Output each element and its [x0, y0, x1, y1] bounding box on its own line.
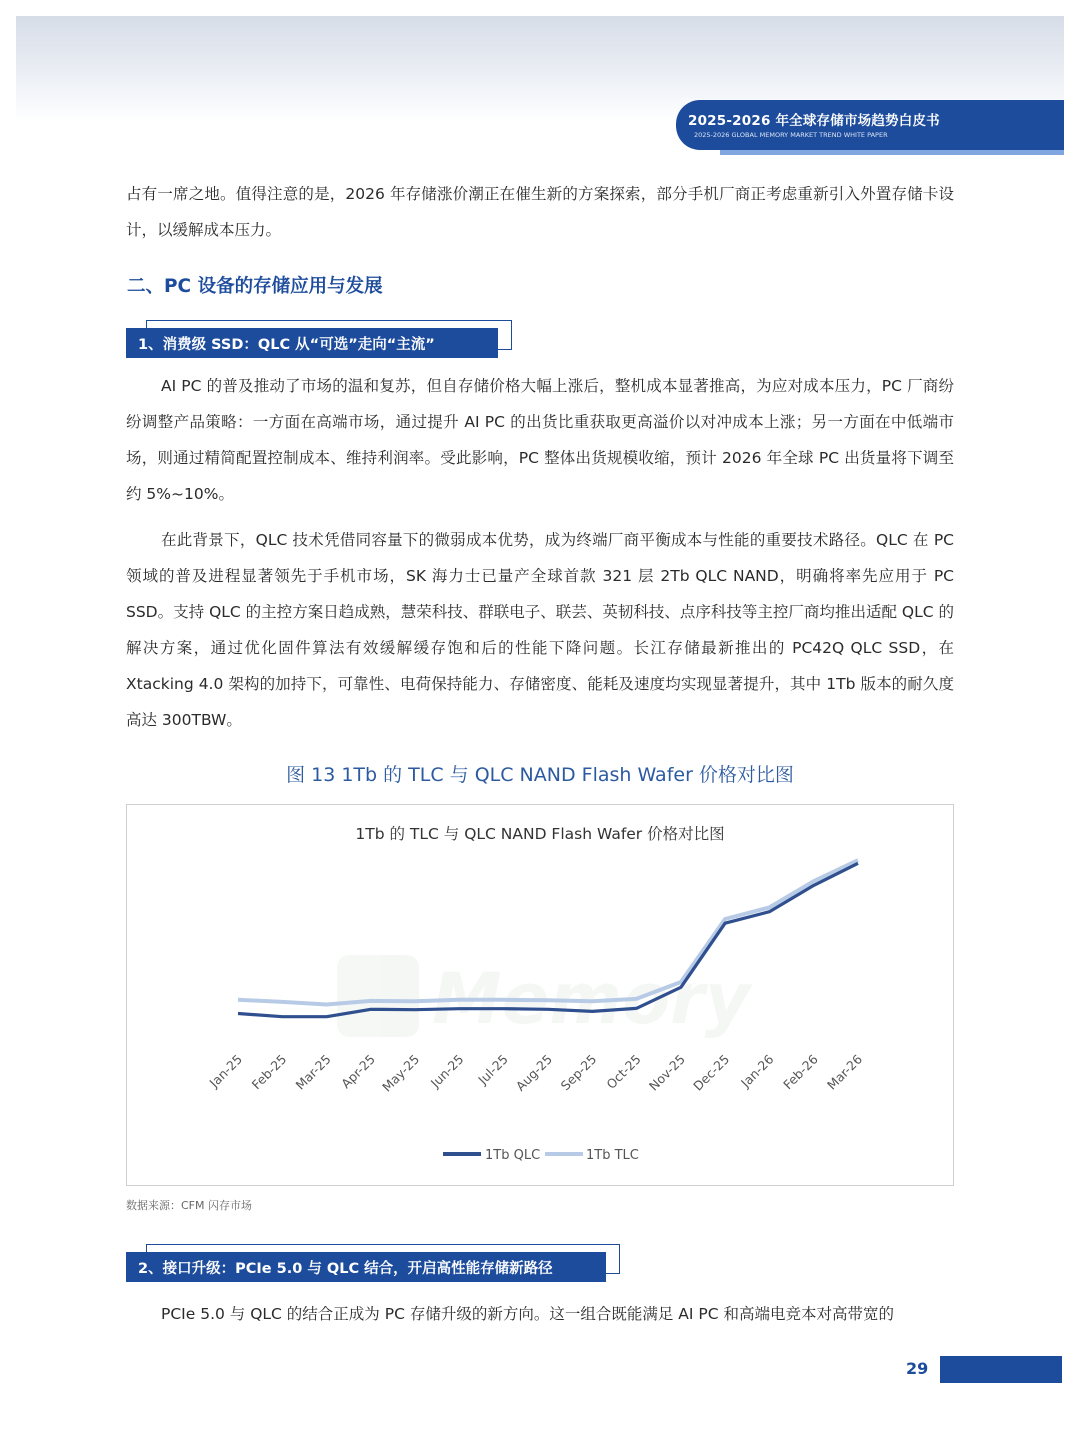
page-number-bar — [940, 1356, 1062, 1383]
x-tick-label: Feb-26 — [780, 1051, 821, 1093]
subsection-1-heading — [126, 328, 498, 358]
header-subtitle: 2025-2026 GLOBAL MEMORY MARKET TREND WHITE PAPER — [694, 131, 888, 139]
subsection-2-heading-label: 2、接口升级：PCIe 5.0 与 QLC 结合，开启高性能存储新路径 — [138, 1261, 553, 1277]
x-tick-label: Jan-25 — [206, 1051, 246, 1091]
subsection-2-heading — [126, 1252, 606, 1282]
header-title: 2025-2026 年全球存储市场趋势白皮书 — [688, 113, 940, 129]
x-tick-label: Apr-25 — [338, 1051, 378, 1092]
subsection-1-paragraph-1: AI PC 的普及推动了市场的温和复苏，但自存储价格大幅上涨后，整机成本显著推高，为应对成本压力，PC 厂商纷纷调整产品策略：一方面在高端市场，通过提升 AI PC 的出货比重获取更高溢价以对冲成本上涨；另一方面在中低端市场，则通过精简配置控制成本、维持利润率。受此影响，PC 整体出货规模收缩，预计 2026 年全球 PC 出货量将下调至约 5%~10%。 — [126, 377, 954, 503]
x-tick-label: Nov-25 — [645, 1051, 688, 1094]
x-tick-label: Mar-26 — [823, 1051, 866, 1093]
x-tick-label: Sep-25 — [557, 1051, 600, 1094]
x-tick-label: Mar-25 — [292, 1051, 334, 1093]
intro-paragraph: 占有一席之地。值得注意的是，2026 年存储涨价潮正在催生新的方案探索，部分手机厂商正考虑重新引入外置存储卡设计，以缓解成本压力。 — [126, 185, 954, 239]
header-banner — [676, 100, 1064, 150]
svg-text:Memory: Memory — [432, 958, 751, 1040]
page-number: 29 — [906, 1359, 929, 1378]
x-tick-label: Jan-26 — [737, 1051, 777, 1091]
figure-caption: 图 13 1Tb 的 TLC 与 QLC NAND Flash Wafer 价格对比图 — [286, 764, 794, 786]
x-tick-label: Oct-25 — [603, 1051, 644, 1092]
x-tick-label: Jun-25 — [427, 1051, 467, 1091]
x-tick-label: Dec-25 — [690, 1051, 733, 1094]
x-tick-label: May-25 — [379, 1051, 423, 1095]
subsection-1-paragraph-2: 在此背景下，QLC 技术凭借同容量下的微弱成本优势，成为终端厂商平衡成本与性能的重要技术路径。QLC 在 PC 领域的普及进程显著领先于手机市场，SK 海力士已量产全球首款 321 层 2Tb QLC NAND，明确将率先应用于 PC SSD。支持 QLC 的主控方案日趋成熟，慧荣科技、群联电子、联芸、英韧科技、点序科技等主控厂商均推出适配 QLC 的解决方案，通过优化固件算法有效缓解缓存饱和后的性能下降问题。长江存储最新推出的 PC42Q QLC SSD，在 Xtacking 4.0 架构的加持下，可靠性、电荷保持能力、存储密度、能耗及速度均实现显著提升，其中 1Tb 版本的耐久度高达 300TBW。 — [126, 531, 954, 729]
legend-label-qlc: 1Tb QLC — [485, 1148, 541, 1163]
header-banner-accent — [720, 150, 1064, 155]
data-source: 数据来源：CFM 闪存市场 — [126, 1199, 252, 1212]
price-line-chart — [127, 805, 953, 1185]
subsection-1-heading-label: 1、消费级 SSD：QLC 从“可选”走向“主流” — [138, 337, 435, 353]
chart-container — [126, 804, 954, 1186]
x-tick-label: Aug-25 — [512, 1051, 556, 1094]
section-heading: 二、PC 设备的存储应用与发展 — [127, 276, 383, 297]
chart-title: 1Tb 的 TLC 与 QLC NAND Flash Wafer 价格对比图 — [355, 825, 725, 843]
legend-label-tlc: 1Tb TLC — [586, 1148, 639, 1163]
x-tick-label: Jul-25 — [475, 1051, 511, 1088]
subsection-2-paragraph: PCIe 5.0 与 QLC 的结合正成为 PC 存储升级的新方向。这一组合既能满足 AI PC 和高端电竞本对高带宽的 — [161, 1305, 894, 1323]
x-tick-label: Feb-25 — [248, 1051, 290, 1093]
